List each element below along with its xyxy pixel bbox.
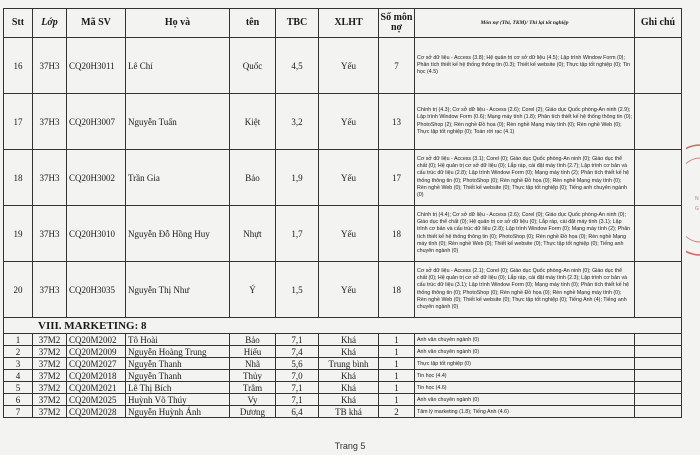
svg-text:N: N bbox=[695, 196, 699, 202]
cell-stt: 7 bbox=[4, 406, 33, 418]
section-title: VIII. MARKETING: 8 bbox=[4, 318, 682, 334]
cell-lop: 37M2 bbox=[33, 394, 67, 406]
cell-tbc: 3,2 bbox=[276, 94, 319, 150]
red-stamp-fragment bbox=[686, 140, 700, 260]
cell-ten: Kiệt bbox=[230, 94, 276, 150]
cell-ghichu bbox=[635, 346, 682, 358]
cell-xlht: Yếu bbox=[319, 150, 379, 206]
cell-stt: 2 bbox=[4, 346, 33, 358]
col-masv: Mã SV bbox=[67, 9, 126, 38]
table-row bbox=[4, 394, 682, 406]
cell-notes: Chính trị (4.4); Cơ sở dữ liệu - Access (2.6); Corel (0); Giáo dục Quốc phòng-An ninh (0); Giáo dục thể chất (0); Hệ quản trị cơ sở dữ liệu (0); Lắp ráp, cài đặt máy tính (3.1); Lập trình cơ bản và cấu trúc dữ liệu (2.8); Lập trình Window Form (0); Mạng máy tính (2); Phân tích thiết kế hệ thống thông tin (0); PhotoShop (0); Rèn nghề Đồ họa (0); Rèn nghề Mạng máy tính (0); Rèn nghề Web (0); Thiết kế website (0); Thực tập tốt nghiệp (0); Tiếng anh chuyên ngành (0) bbox=[415, 206, 635, 262]
cell-tbc: 1,7 bbox=[276, 206, 319, 262]
cell-masv: CQ20H3002 bbox=[67, 150, 126, 206]
cell-somon: 2 bbox=[379, 406, 415, 418]
cell-ho: Huỳnh Võ Thúy bbox=[126, 394, 230, 406]
cell-tbc: 4,5 bbox=[276, 38, 319, 94]
cell-masv: CQ20H3007 bbox=[67, 94, 126, 150]
cell-ghichu bbox=[635, 382, 682, 394]
cell-ghichu bbox=[635, 262, 682, 318]
cell-ho: Nguyễn Đỗ Hồng Huy bbox=[126, 206, 230, 262]
header-row bbox=[4, 9, 682, 38]
cell-ghichu bbox=[635, 206, 682, 262]
cell-tbc: 5,6 bbox=[276, 358, 319, 370]
col-tbc: TBC bbox=[276, 9, 319, 38]
cell-ho: Tô Hoài bbox=[126, 334, 230, 346]
cell-ho: Nguyễn Thị Như bbox=[126, 262, 230, 318]
cell-stt: 1 bbox=[4, 334, 33, 346]
cell-stt: 3 bbox=[4, 358, 33, 370]
cell-lop: 37H3 bbox=[33, 94, 67, 150]
cell-xlht: Khá bbox=[319, 334, 379, 346]
col-ten: tên bbox=[230, 9, 276, 38]
cell-tbc: 7,1 bbox=[276, 382, 319, 394]
cell-lop: 37H3 bbox=[33, 206, 67, 262]
cell-somon: 1 bbox=[379, 382, 415, 394]
cell-somon: 1 bbox=[379, 358, 415, 370]
cell-ten: Hiếu bbox=[230, 346, 276, 358]
cell-notes: Cơ sở dữ liệu - Access (2.1); Corel (0); Giáo dục Quốc phòng-An ninh (0); Giáo dục thể chất (0); Hệ quản trị cơ sở dữ liệu (0); Lắp ráp, cài đặt máy tính (2.3); Lập trình cơ bản và cấu trúc dữ liệu (3.1); Lập trình Window Form (0); Mạng máy tính (0); Phân tích thiết kế hệ thống thông tin (0); PhotoShop (0); Rèn nghề Đồ họa (0); Rèn nghề Mạng máy tính (0); Rèn nghề Web (0); Thiết kế website (0); Thực tập tốt nghiệp (0); Tiếng Anh (4); Tiếng anh chuyên ngành (0) bbox=[415, 262, 635, 318]
cell-tbc: 7,1 bbox=[276, 334, 319, 346]
col-somon: Số môn nợ bbox=[379, 9, 415, 38]
cell-notes: Cơ sở dữ liệu - Access (3.8); Hệ quản trị cơ sở dữ liệu (4.5); Lập trình Window Form (0); Phân tích thiết kế hệ thống thông tin (0.3); Thiết kế website (0); Thực tập tốt nghiệp (0); Tin học (4.5) bbox=[415, 38, 635, 94]
col-xlht: XLHT bbox=[319, 9, 379, 38]
table-row bbox=[4, 346, 682, 358]
cell-somon: 1 bbox=[379, 370, 415, 382]
cell-masv: CQ20M2009 bbox=[67, 346, 126, 358]
cell-somon: 1 bbox=[379, 346, 415, 358]
cell-ho: Trần Gia bbox=[126, 150, 230, 206]
cell-lop: 37M2 bbox=[33, 370, 67, 382]
cell-somon: 18 bbox=[379, 262, 415, 318]
cell-stt: 6 bbox=[4, 394, 33, 406]
cell-somon: 13 bbox=[379, 94, 415, 150]
cell-xlht: Khá bbox=[319, 382, 379, 394]
cell-notes: Chính trị (4.3); Cơ sở dữ liệu - Access (2.6); Corel (2); Giáo dục Quốc phòng-An ninh (2.9); Lập trình Window Form (0.6); Mạng máy tính (1.8); Phân tích thiết kế hệ thống thông tin (0); PhotoShop (2); Rèn nghề Đồ họa (0); Rèn nghề Mạng máy tính (0); Rèn nghề Web (0); Thực tập tốt nghiệp (0); Toán rời rạc (4.1) bbox=[415, 94, 635, 150]
cell-somon: 1 bbox=[379, 394, 415, 406]
cell-lop: 37H3 bbox=[33, 262, 67, 318]
cell-ho: Nguyễn Thanh bbox=[126, 370, 230, 382]
cell-ten: Bảo bbox=[230, 150, 276, 206]
cell-xlht: Yếu bbox=[319, 262, 379, 318]
cell-ten: Trâm bbox=[230, 382, 276, 394]
cell-xlht: Yếu bbox=[319, 206, 379, 262]
cell-notes: Tâm lý marketing (1.8); Tiếng Anh (4.6) bbox=[415, 406, 635, 418]
cell-masv: CQ20M2027 bbox=[67, 358, 126, 370]
cell-tbc: 1,5 bbox=[276, 262, 319, 318]
cell-lop: 37M2 bbox=[33, 406, 67, 418]
cell-ho: Lê Thị Bích bbox=[126, 382, 230, 394]
cell-ghichu bbox=[635, 406, 682, 418]
cell-stt: 18 bbox=[4, 150, 33, 206]
section-row bbox=[4, 318, 682, 334]
cell-xlht: Khá bbox=[319, 394, 379, 406]
cell-notes: Anh văn chuyên ngành (0) bbox=[415, 346, 635, 358]
cell-xlht: Yếu bbox=[319, 38, 379, 94]
cell-ghichu bbox=[635, 94, 682, 150]
table-row bbox=[4, 94, 682, 150]
cell-somon: 17 bbox=[379, 150, 415, 206]
cell-tbc: 7,4 bbox=[276, 346, 319, 358]
cell-ghichu bbox=[635, 150, 682, 206]
cell-stt: 19 bbox=[4, 206, 33, 262]
cell-somon: 18 bbox=[379, 206, 415, 262]
cell-ho: Nguyễn Tuấn bbox=[126, 94, 230, 150]
cell-ten: Thủy bbox=[230, 370, 276, 382]
cell-masv: CQ20H3011 bbox=[67, 38, 126, 94]
cell-ho: Nguyễn Hoàng Trung bbox=[126, 346, 230, 358]
table-row bbox=[4, 150, 682, 206]
cell-stt: 16 bbox=[4, 38, 33, 94]
cell-notes: Tin học (4.4) bbox=[415, 370, 635, 382]
cell-ghichu bbox=[635, 394, 682, 406]
cell-stt: 17 bbox=[4, 94, 33, 150]
cell-lop: 37M2 bbox=[33, 382, 67, 394]
cell-lop: 37H3 bbox=[33, 150, 67, 206]
cell-ghichu bbox=[635, 334, 682, 346]
cell-masv: CQ20M2021 bbox=[67, 382, 126, 394]
cell-notes: Tin học (4.6) bbox=[415, 382, 635, 394]
cell-ten: Bảo bbox=[230, 334, 276, 346]
cell-tbc: 1,9 bbox=[276, 150, 319, 206]
col-monno: Môn nợ (Thi, TKM)/ Thi lại tốt nghiệp bbox=[415, 9, 635, 38]
table-row bbox=[4, 206, 682, 262]
cell-ten: Quốc bbox=[230, 38, 276, 94]
cell-ten: Nhựt bbox=[230, 206, 276, 262]
cell-ten: Ý bbox=[230, 262, 276, 318]
cell-xlht: Trung bình bbox=[319, 358, 379, 370]
table-row bbox=[4, 358, 682, 370]
cell-somon: 1 bbox=[379, 334, 415, 346]
cell-masv: CQ20M2002 bbox=[67, 334, 126, 346]
col-lop: Lớp bbox=[33, 9, 67, 38]
cell-xlht: TB khá bbox=[319, 406, 379, 418]
cell-tbc: 6,4 bbox=[276, 406, 319, 418]
table-row bbox=[4, 406, 682, 418]
cell-stt: 20 bbox=[4, 262, 33, 318]
cell-ho: Nguyễn Huỳnh Ánh bbox=[126, 406, 230, 418]
cell-xlht: Yếu bbox=[319, 94, 379, 150]
cell-ho: Lê Chí bbox=[126, 38, 230, 94]
cell-masv: CQ20M2018 bbox=[67, 370, 126, 382]
cell-notes: Anh văn chuyên ngành (0) bbox=[415, 394, 635, 406]
table-row bbox=[4, 38, 682, 94]
cell-tbc: 7,1 bbox=[276, 394, 319, 406]
cell-ghichu bbox=[635, 358, 682, 370]
cell-notes: Thực tập tốt nghiệp (0) bbox=[415, 358, 635, 370]
cell-masv: CQ20H3035 bbox=[67, 262, 126, 318]
cell-ten: Nhã bbox=[230, 358, 276, 370]
cell-tbc: 7,0 bbox=[276, 370, 319, 382]
cell-lop: 37M2 bbox=[33, 358, 67, 370]
student-debt-table bbox=[3, 8, 682, 418]
cell-masv: CQ20H3010 bbox=[67, 206, 126, 262]
col-stt: Stt bbox=[4, 9, 33, 38]
cell-ghichu bbox=[635, 38, 682, 94]
table-row bbox=[4, 370, 682, 382]
cell-stt: 5 bbox=[4, 382, 33, 394]
cell-stt: 4 bbox=[4, 370, 33, 382]
cell-lop: 37H3 bbox=[33, 38, 67, 94]
table-row bbox=[4, 382, 682, 394]
table-row bbox=[4, 334, 682, 346]
cell-xlht: Khá bbox=[319, 370, 379, 382]
cell-ten: Vy bbox=[230, 394, 276, 406]
table-row bbox=[4, 262, 682, 318]
cell-masv: CQ20M2025 bbox=[67, 394, 126, 406]
col-hova: Họ và bbox=[126, 9, 230, 38]
cell-ten: Dương bbox=[230, 406, 276, 418]
svg-text:G: G bbox=[695, 206, 699, 212]
cell-lop: 37M2 bbox=[33, 334, 67, 346]
page-footer: Trang 5 bbox=[334, 441, 366, 451]
cell-ghichu bbox=[635, 370, 682, 382]
cell-notes: Anh văn chuyên ngành (0) bbox=[415, 334, 635, 346]
cell-xlht: Khá bbox=[319, 346, 379, 358]
col-ghichu: Ghi chú bbox=[635, 9, 682, 38]
cell-lop: 37M2 bbox=[33, 346, 67, 358]
cell-somon: 7 bbox=[379, 38, 415, 94]
cell-notes: Cơ sở dữ liệu - Access (3.1); Corel (0); Giáo dục Quốc phòng-An ninh (0); Giáo dục thể chất (0); Hệ quản trị cơ sở dữ liệu (0); Lắp ráp, cài đặt máy tính (2.7); Lập trình cơ bản và cấu trúc dữ liệu (2.8); Lập trình Window Form (0); Mạng máy tính (2); Phân tích thiết kế hệ thống thông tin (0); PhotoShop (0); Rèn nghề Đồ họa (0); Rèn nghề Mạng máy tính (0); Rèn nghề Web (0); Thiết kế website (0); Thực tập tốt nghiệp (0); Tiếng anh chuyên ngành (0) bbox=[415, 150, 635, 206]
cell-masv: CQ20M2028 bbox=[67, 406, 126, 418]
cell-ho: Nguyễn Thanh bbox=[126, 358, 230, 370]
